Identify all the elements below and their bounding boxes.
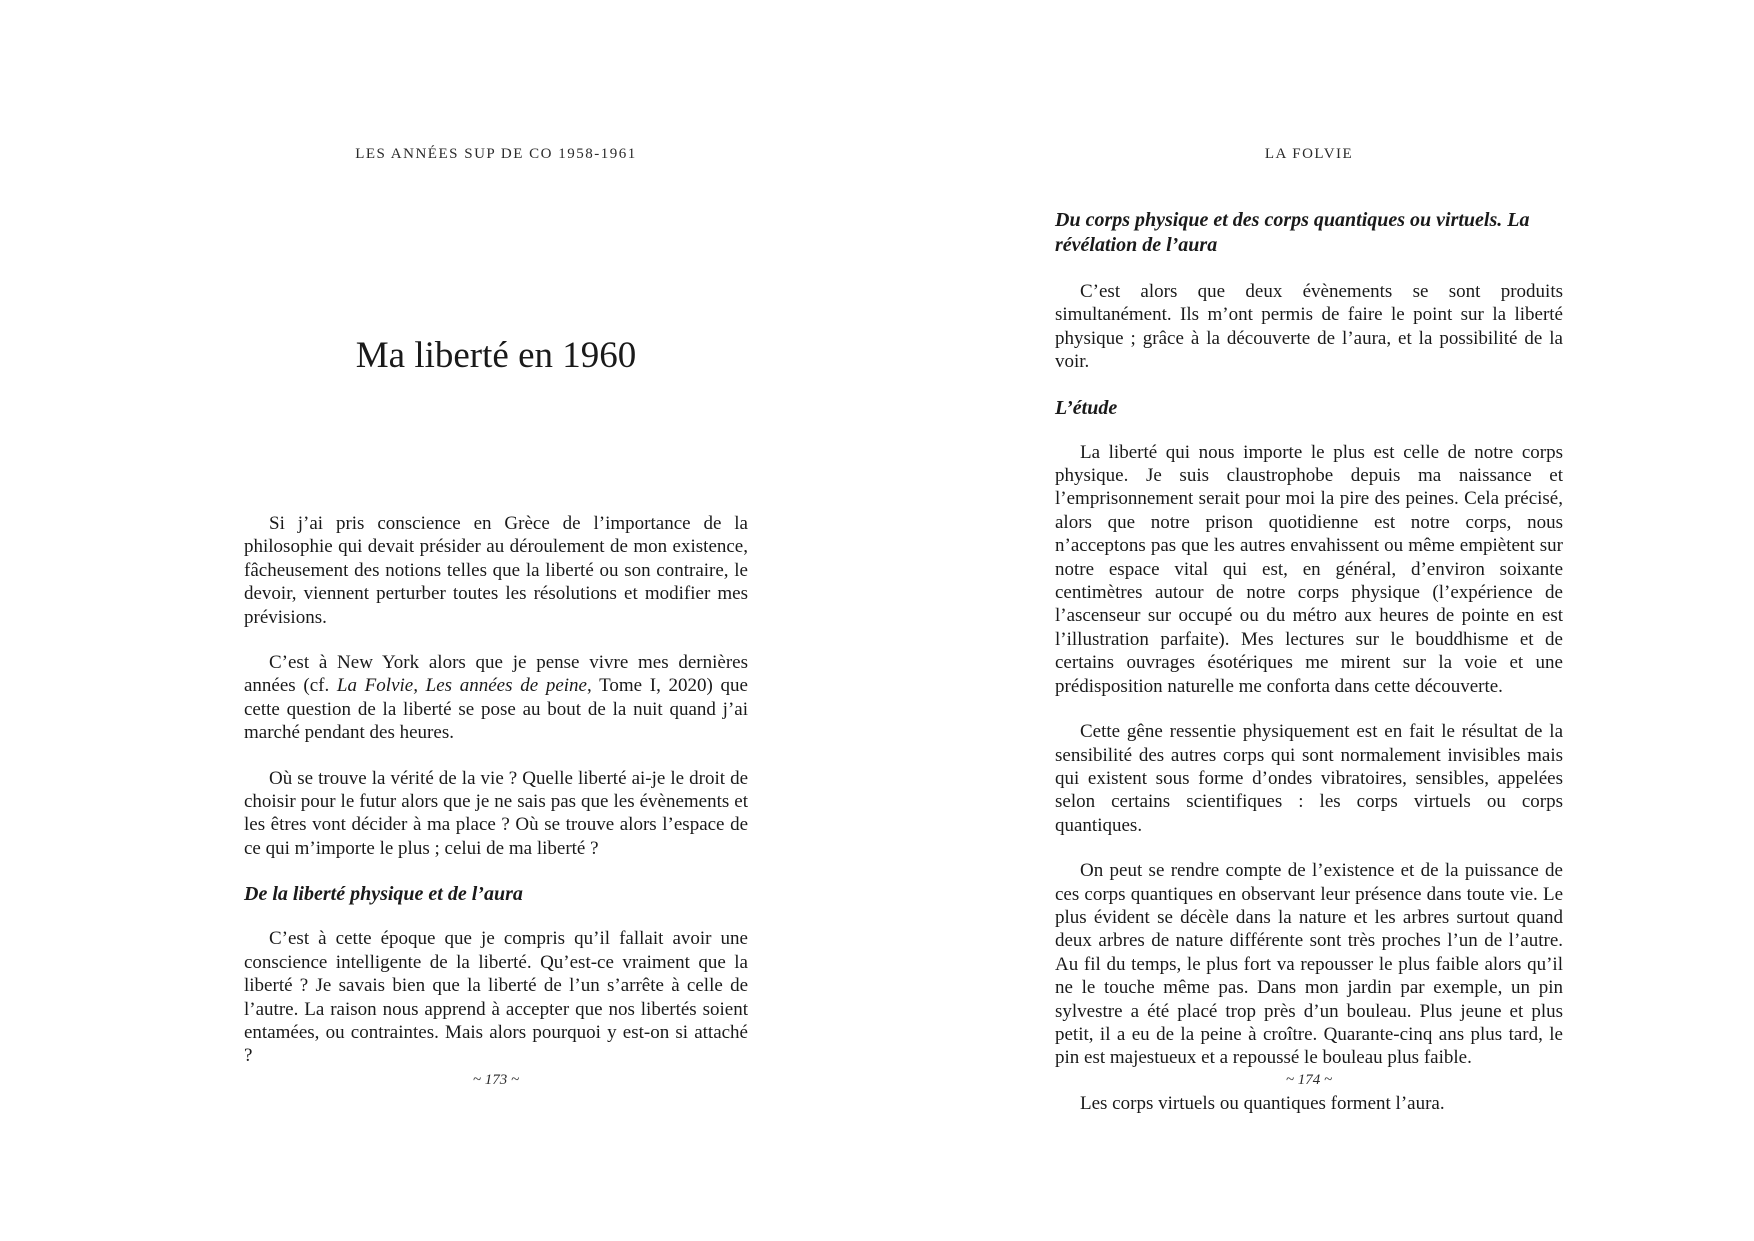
left-paragraph-2-after: , Tome I, 2020) que cette question de la liberté se pose au bout de la nuit quand j’ai marché pendant des heures. xyxy=(244,675,748,744)
right-paragraph-2: La liberté qui nous importe le plus est celle de notre corps physique. Je suis claustrophobe depuis ma naissance et l’emprisonnement serait pour moi la pire des peines. Cela précisé, alors que notre prison quotidienne est notre corps, nous n’acceptons pas que les autres envahissent ou même empiètent sur notre espace vital qui est, en général, d’environ soixante centimètres autour de notre corps physique (l’expérience de l’ascenseur sur occupé ou du métro aux heures de pointe en est l’illustration parfaite). Mes lectures sur le bouddhisme et de certains ouvrages ésotériques me mirent sur la voie et une prédisposition naturelle me conforta dans cette découverte. xyxy=(1055,441,1563,697)
left-paragraph-2-before: C’est à New York alors que je pense vivre mes dernières années (cf. xyxy=(244,652,748,697)
left-paragraph-2 xyxy=(244,651,748,745)
right-paragraph-1: C’est alors que deux évènements se sont produits simultanément. Ils m’ont permis de faire le point sur la liberté physique ; grâce à la découverte de l’aura, et la possibilité de la voir. xyxy=(1055,281,1563,373)
left-paragraph-3: Où se trouve la vérité de la vie ? Quelle liberté ai-je le droit de choisir pour le futur alors que je ne sais pas que les évènements et les êtres vont décider à ma place ? Où se trouve alors l’espace de ce qui m’importe le plus ; celui de ma liberté ? xyxy=(244,767,748,859)
right-paragraph-4: On peut se rendre compte de l’existence et de la puissance de ces corps quantiques en observant leur présence dans toute vie. Le plus évident se décèle dans la nature et les arbres surtout quand deux arbres de nature différente sont très proches l’un de l’autre. Au fil du temps, le plus fort va repousser le plus faible alors qu’il ne le touche même pas. Dans mon jardin par exemple, un pin sylvestre a été placé trop près d’un bouleau. Plus jeune et plus petit, il a eu de la peine à croître. Quarante-cinq ans plus tard, le pin est majestueux et a repoussé le bouleau plus faible. xyxy=(1055,860,1563,1069)
right-paragraph-5: Les corps virtuels ou quantiques forment l’aura. xyxy=(1080,1092,1445,1114)
right-running-head: LA FOLVIE xyxy=(1264,146,1354,162)
left-paragraph-4: C’est à cette époque que je compris qu’il fallait avoir une conscience intelligente de la liberté. Qu’est-ce vraiment que la liberté ? Je savais bien que la liberté de l’un s’arrête à celle de l’autre. La raison nous apprend à accepter que nos libertés soient entamées, ou contraintes. Mais alors pourquoi y est-on si attaché ? xyxy=(244,928,748,1067)
left-section-heading: De la liberté physique et de l’aura xyxy=(244,883,523,906)
chapter-title: Ma liberté en 1960 xyxy=(355,335,637,376)
left-text-block xyxy=(244,512,748,1090)
left-paragraph-2-book-title: La Folvie, Les années de peine xyxy=(336,675,587,697)
left-running-head: LES ANNÉES SUP DE CO 1958-1961 xyxy=(355,146,637,162)
right-text-block xyxy=(1055,208,1563,1137)
left-paragraph-1: Si j’ai pris conscience en Grèce de l’importance de la philosophie qui devait présider au déroulement de mon existence, fâcheusement des notions telles que la liberté ou son contraire, le devoir, viennent perturber toutes les résolutions et modifier mes prévisions. xyxy=(244,513,748,628)
right-page-number: ~ 174 ~ xyxy=(1285,1072,1333,1088)
right-section-heading-1: Du corps physique et des corps quantiques ou virtuels. La révélation de l’aura xyxy=(1055,209,1530,256)
right-paragraph-3: Cette gêne ressentie physiquement est en fait le résultat de la sensibilité des autres corps qui sont normalement invisibles mais qui existent sous forme d’ondes vibratoires, sensibles, appelées selon certains scientifiques : les corps virtuels ou corps quantiques. xyxy=(1055,721,1563,836)
left-page-number: ~ 173 ~ xyxy=(472,1072,520,1088)
right-section-heading-2: L’étude xyxy=(1055,396,1118,419)
right-page xyxy=(877,0,1754,1241)
